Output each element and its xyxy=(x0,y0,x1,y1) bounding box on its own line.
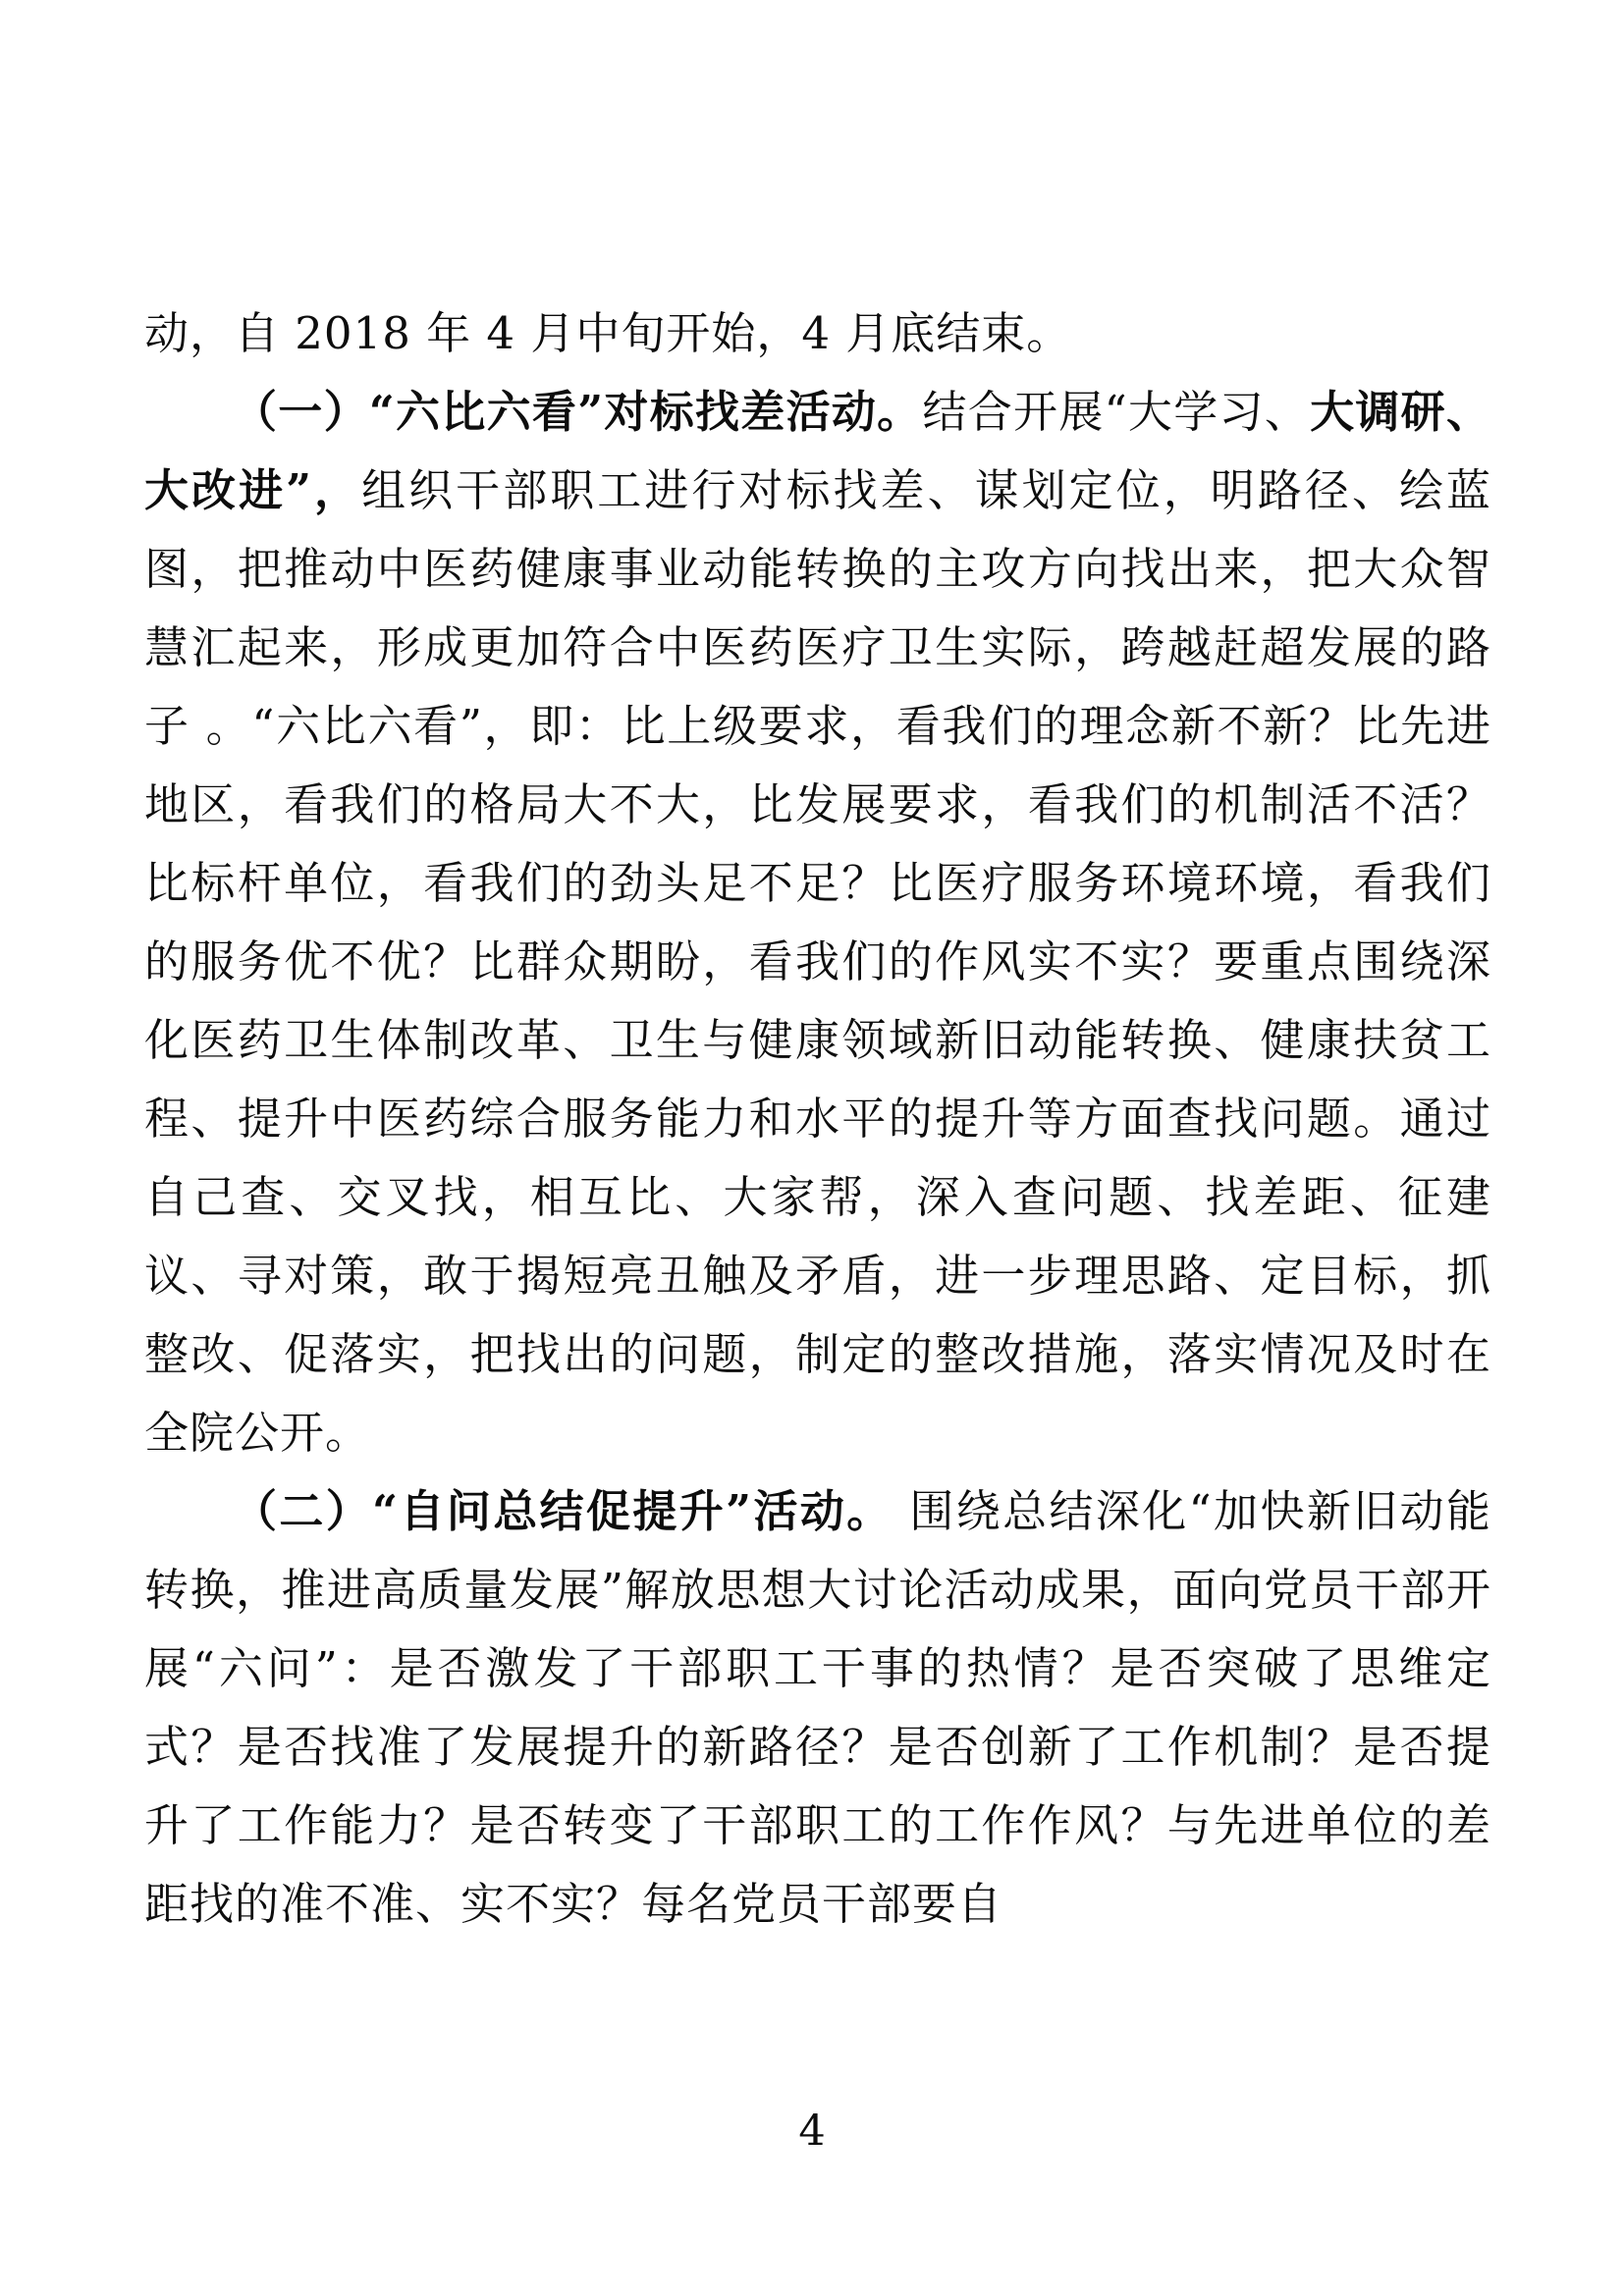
text-run: 结合开展“大学习、 xyxy=(922,386,1311,438)
text-run: 围绕总结深化“加快新旧动能转换，推进高质量发展”解放思想大讨论活动成果，面向党员干部开展“六问”：是否激发了干部职工干事的热情？是否突破了思维定式？是否找准了发展提升的新路径？是否创新了工作机制？是否提升了工作能力？是否转变了干部职工的工作作风？与先进单位的差距找的准不准、实不实？每名党员干部要自 xyxy=(144,1485,1491,1930)
heading-run: （二）“自问总结促提升”活动。 xyxy=(233,1485,893,1537)
text-run: 动，自 2018 年 4 月中旬开始，4 月底结束。 xyxy=(144,307,1072,359)
text-run: 组织干部职工进行对标找差、谋划定位，明路径、绘蓝图，把推动中医药健康事业动能转换的主攻方向找出来，把大众智慧汇起来，形成更加符合中医药医疗卫生实际，跨越赶超发展的路子 。“六比六看”，即：比上级要求，看我们的理念新不新？比先进地区，看我们的格局大不大，比发展要求，看我们的机制活不活？比标杆单位，看我们的劲头足不足？比医疗服务环境环境，看我们的服务优不优？比群众期盼，看我们的作风实不实？要重点围绕深化医药卫生体制改革、卫生与健康领域新旧动能转换、健康扶贫工程、提升中医药综合服务能力和水平的提升等方面查找问题。通过自己查、交叉找，相互比、大家帮，深入查问题、找差距、征建议、寻对策，敢于揭短亮丑触及矛盾，进一步理思路、定目标，抓整改、促落实，把找出的问题，制定的整改措施，落实情况及时在全院公开。 xyxy=(144,464,1491,1459)
page-body xyxy=(144,294,1491,1944)
page-number: 4 xyxy=(798,2107,826,2156)
paragraph-2 xyxy=(144,373,1491,1472)
heading-run: （一）“六比六看”对标找差活动。 xyxy=(233,386,923,438)
heading-run: 大调研、大改进”， xyxy=(144,386,1491,516)
paragraph-1 xyxy=(144,294,1491,373)
paragraph-3 xyxy=(144,1472,1491,1944)
